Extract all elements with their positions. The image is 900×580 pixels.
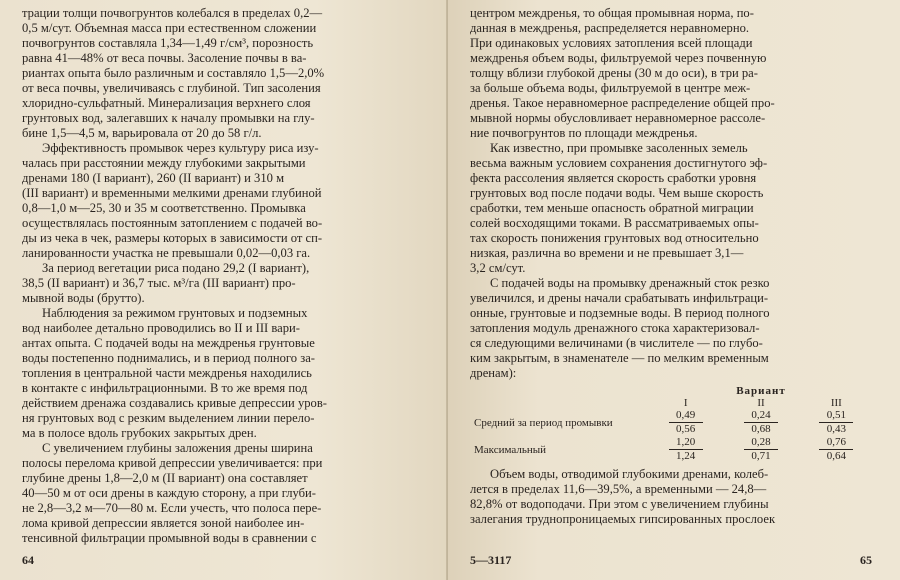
text-line: хлоридно-сульфатный. Минерализация верхнего слоя xyxy=(22,96,311,110)
text-line: ланированности участка не превышали 0,02—0,03 га. xyxy=(22,246,311,260)
text-line: фекта рассоления является скорость сработки уровня xyxy=(470,171,757,185)
table-cell: $\frac{0,28}{0,71}$ xyxy=(744,436,778,463)
text-line: от веса почвы, увеличиваясь с глубиной. Тип засоления xyxy=(22,81,321,95)
text-line: риантах опыта было различным и составляло 1,5—2,0% xyxy=(22,66,325,80)
paragraph xyxy=(22,306,426,441)
paragraph xyxy=(22,441,426,546)
table-cell: $\frac{0,76}{0,64}$ xyxy=(819,436,853,463)
paragraph xyxy=(470,276,874,381)
table-cell: $\frac{0,24}{0,68}$ xyxy=(744,409,778,436)
text-line: ся следующими величинами (в числителе — по глубо- xyxy=(470,336,763,350)
page-number-right: 65 xyxy=(860,553,872,567)
right-page-text-after-table xyxy=(470,467,874,527)
text-line: затопления модуль дренажного стока характеризовал- xyxy=(470,321,760,335)
table-cell: $\frac{0,49}{0,56}$ xyxy=(669,409,703,436)
text-line: тенсивной фильтрации промывной воды в сравнении с xyxy=(22,531,317,545)
text-line: не 2,8—3,2 м—70—80 м. Если учесть, что полоса пере- xyxy=(22,501,322,515)
right-page-text-before-table xyxy=(470,6,874,381)
text-line: 0,8—1,0 м—25, 30 и 35 м соответственно. Промывка xyxy=(22,201,306,215)
paragraph xyxy=(470,6,874,141)
page-number-left: 64 xyxy=(22,553,34,567)
text-line: бине 1,5—4,5 м, варьировала от 20 до 58 г/л. xyxy=(22,126,262,140)
text-line: мывной нормы обусловливает неравномерное рассоле- xyxy=(470,111,766,125)
text-line: 38,5 (II вариант) и 36,7 тыс. м³/га (III вариант) про- xyxy=(22,276,296,290)
text-line: тах скорость понижения грунтовых вод относительно xyxy=(470,231,759,245)
text-line: 82,8% от водоподачи. При этом с увеличением глубины xyxy=(470,497,769,511)
text-line: дренами 180 (I вариант), 260 (II вариант) и 310 м xyxy=(22,171,285,185)
text-line: топления в центральной части междренья находились xyxy=(22,366,312,380)
text-line: полосы перелома кривой депрессии увеличивается: при xyxy=(22,456,323,470)
text-line: ня грунтовых вод с резким выделением линии перело- xyxy=(22,411,315,425)
text-line: Как известно, при промывке засоленных земель xyxy=(490,141,748,155)
table-row-label: Максимальный xyxy=(474,443,547,456)
text-line: чалась при расстоянии между глубокими закрытыми xyxy=(22,156,306,170)
printer-signature: 5—3117 xyxy=(470,553,512,567)
text-line: почвогрунтов составляла 1,34—1,49 г/см³, порозность xyxy=(22,36,314,50)
table-col-2: II xyxy=(757,397,765,409)
text-line: трации толщи почвогрунтов колебался в пределах 0,2— xyxy=(22,6,323,20)
text-line: осуществлялась постоянным затоплением с подачей во- xyxy=(22,216,323,230)
text-line: антах опыта. С подачей воды на междренья грунтовые xyxy=(22,336,315,350)
text-line: солей восходящими токами. В рассматриваемых опы- xyxy=(470,216,759,230)
text-line: низкая, различна во времени и не превышает 3,1— xyxy=(470,246,744,260)
text-line: грунтовых вод после подачи воды. Чем выше скорость xyxy=(470,186,764,200)
table-row xyxy=(470,436,874,463)
table-col-1: I xyxy=(683,397,688,409)
text-line: дренам): xyxy=(470,366,517,380)
text-line: За период вегетации риса подано 29,2 (I вариант), xyxy=(42,261,310,275)
table-col-3: III xyxy=(830,397,842,409)
text-line: залегания труднопроницаемых гипсированных прослоек xyxy=(470,512,776,526)
paragraph xyxy=(470,467,874,527)
table-row-label: Средний за период промывки xyxy=(474,416,613,429)
text-line: ким закрытым, в знаменателе — по мелким временным xyxy=(470,351,769,365)
text-line: в контакте с инфильтрационными. В то же время под xyxy=(22,381,308,395)
text-line: лется в пределах 11,6—39,5%, а временными — 24,8— xyxy=(470,482,767,496)
text-line: толщу вблизи глубокой дрены (30 м до оси), в три ра- xyxy=(470,66,758,80)
text-line: грунтовых вод, залегавших к началу промывки на глу- xyxy=(22,111,315,125)
text-line: за больше объема воды, фильтруемой в центре меж- xyxy=(470,81,751,95)
text-line: ние почвогрунтов по площади междренья. xyxy=(470,126,698,140)
left-page-text xyxy=(22,6,426,546)
text-line: Объем воды, отводимой глубокими дренами, колеб- xyxy=(490,467,769,481)
text-line: ды из чека в чек, размеры которых в зависимости от сп- xyxy=(22,231,323,245)
text-line: данная в междренья, распределяется неравномерно. xyxy=(470,21,750,35)
text-line: равна 41—48% от веса почвы. Засоление почвы в ва- xyxy=(22,51,307,65)
text-line: 0,5 м/сут. Объемная масса при естественном сложении xyxy=(22,21,317,35)
table-variant-header: Вариант xyxy=(736,385,786,397)
text-line: вод наиболее детально проводились во II и III вари- xyxy=(22,321,300,335)
text-line: С подачей воды на промывку дренажный сток резко xyxy=(490,276,770,290)
text-line: воды постепенно поднимались, и в период полного за- xyxy=(22,351,315,365)
text-line: увеличился, и дрены начали срабатывать инфильтраци- xyxy=(470,291,769,305)
paragraph xyxy=(22,141,426,261)
text-line: Эффективность промывок через культуру риса изу- xyxy=(42,141,319,155)
text-line: 3,2 см/сут. xyxy=(470,261,526,275)
text-line: действием дренажа создавались кривые депрессии уров- xyxy=(22,396,327,410)
text-line: междренья объем воды, фильтруемой через почвенную xyxy=(470,51,767,65)
paragraph xyxy=(22,261,426,306)
text-line: центром междренья, то общая промывная норма, по- xyxy=(470,6,754,20)
text-line: онные, грунтовые и подземные воды. В период полного xyxy=(470,306,770,320)
text-line: весьма важным условием сохранения достигнутого эф- xyxy=(470,156,768,170)
text-line: С увеличением глубины заложения дрены ширина xyxy=(42,441,313,455)
table-cell: $\frac{0,51}{0,43}$ xyxy=(819,409,853,436)
drainage-modulus-table xyxy=(470,385,874,463)
table-row xyxy=(470,409,874,436)
table-cell: $\frac{1,20}{1,24}$ xyxy=(669,436,703,463)
paragraph xyxy=(470,141,874,276)
text-line: мывной воды (брутто). xyxy=(22,291,145,305)
text-line: ма в полосе вдоль грубоких закрытых дрен. xyxy=(22,426,257,440)
paragraph xyxy=(22,6,426,141)
text-line: глубине дрены 1,8—2,0 м (II вариант) она составляет xyxy=(22,471,308,485)
left-page xyxy=(0,0,448,580)
text-line: сработки, тем меньше опасность обратной миграции xyxy=(470,201,754,215)
right-page xyxy=(448,0,900,580)
text-line: Наблюдения за режимом грунтовых и подземных xyxy=(42,306,308,320)
text-line: лома кривой депрессии является зоной наиболее ин- xyxy=(22,516,305,530)
text-line: 40—50 м от оси дрены в каждую сторону, а при глуби- xyxy=(22,486,316,500)
text-line: дренья. Такое неравномерное распределение общей про- xyxy=(470,96,775,110)
text-line: (III вариант) и временными мелкими дренами глубиной xyxy=(22,186,322,200)
text-line: При одинаковых условиях затопления всей площади xyxy=(470,36,753,50)
